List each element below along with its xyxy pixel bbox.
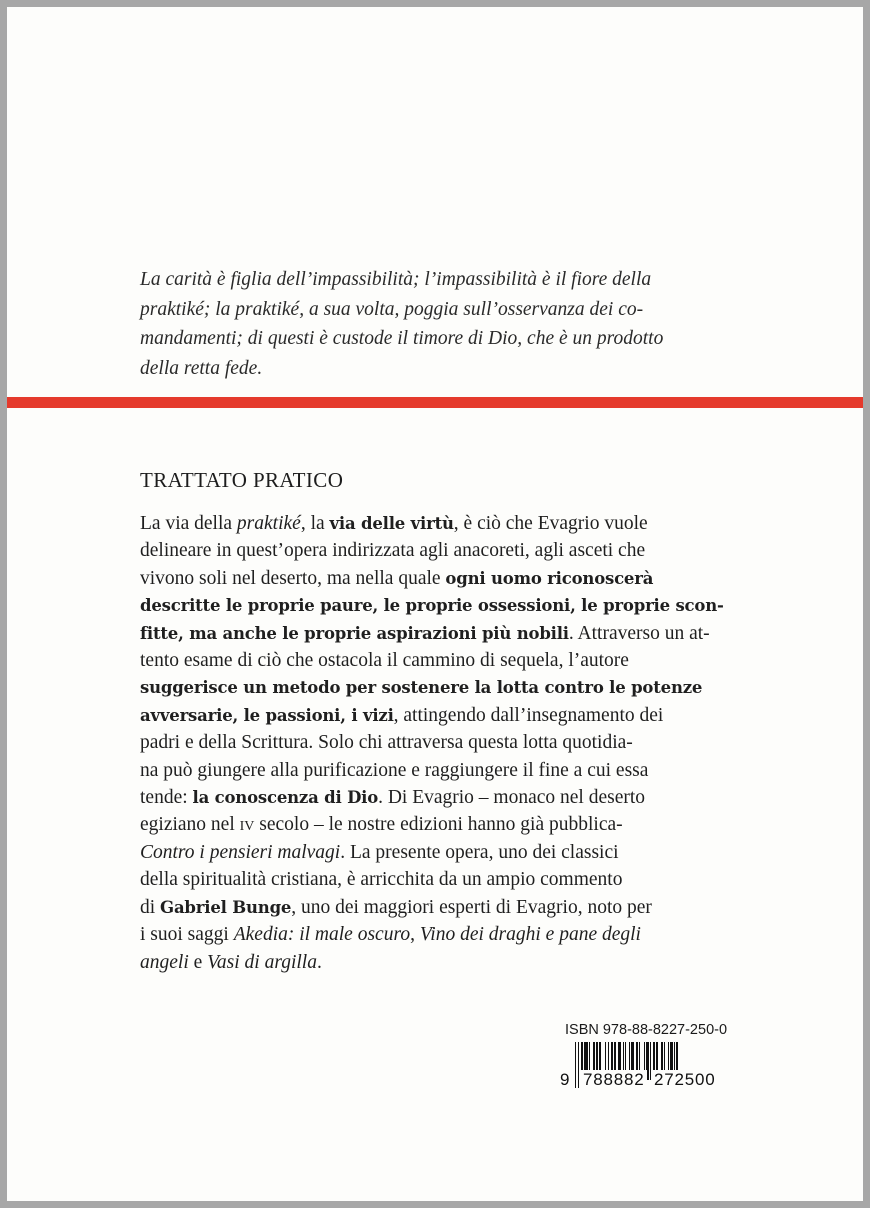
barcode-bar <box>578 1042 579 1088</box>
text-line <box>140 784 740 811</box>
text-line: padri e della Scrittura. Solo chi attraversa questa lotta quotidia- <box>140 732 633 754</box>
text-run: vivono soli nel deserto, ma nella quale <box>140 567 446 589</box>
text-run: , <box>410 924 420 946</box>
italic-run: Contro i pensieri malvagi <box>140 841 341 863</box>
text-line <box>140 702 740 729</box>
barcode-first-digit: 9 <box>560 1070 570 1089</box>
text-run: di <box>140 896 161 918</box>
barcode-digit-group: 788882 <box>583 1070 645 1089</box>
description-text <box>140 510 740 976</box>
italic-run: praktiké <box>236 513 301 534</box>
bold-run: suggerisce un metodo per sostenere la lotta contro le potenze <box>140 678 703 698</box>
section-title: TRATTATO PRATICO <box>140 468 344 492</box>
text-run: e <box>188 951 208 973</box>
text-run: tende: <box>140 787 193 809</box>
quote-line: della retta fede. <box>140 357 263 379</box>
text-line <box>140 894 740 921</box>
text-run: , è ciò che Evagrio vuole <box>453 513 648 534</box>
text-run: , uno dei maggiori esperti di Evagrio, noto per <box>291 896 652 918</box>
text-line <box>140 620 740 647</box>
text-line <box>140 839 740 866</box>
quote-line: praktiké; la praktiké, a sua volta, poggia sull’osservanza dei co- <box>140 298 644 320</box>
text-line <box>140 674 740 701</box>
text-line: na può giungere alla purificazione e raggiungere il fine a cui essa <box>140 759 649 781</box>
text-run: , la <box>300 513 330 534</box>
quote-line: mandamenti; di questi è custode il timore di Dio, che è un prodotto <box>140 328 664 349</box>
text-line <box>140 592 740 619</box>
text-line <box>140 565 740 592</box>
quote-line: La carità è figlia dell’impassibilità; l’impassibilità è il fiore della <box>140 269 652 290</box>
epigraph-quote <box>140 265 740 383</box>
bold-run: ogni uomo riconoscerà <box>445 568 654 588</box>
text-run: i suoi saggi <box>140 924 234 946</box>
bold-run: descritte le proprie paure, le proprie ossessioni, le proprie scon- <box>140 596 724 616</box>
text-line: delineare in quest’opera indirizzata agli anacoreti, agli asceti che <box>140 540 646 562</box>
text-run: egiziano nel <box>140 814 240 836</box>
bold-run: la conoscenza di Dio <box>192 788 379 808</box>
text-line <box>140 811 740 838</box>
italic-run: angeli <box>140 951 189 973</box>
barcode-bar <box>575 1042 576 1088</box>
italic-run: Vino dei draghi e pane degli <box>419 924 641 946</box>
roman-numeral: iv <box>239 814 255 836</box>
text-line: tento esame di ciò che ostacola il cammino di sequela, l’autore <box>140 650 629 672</box>
text-line <box>140 510 740 537</box>
barcode-digit-group: 272500 <box>654 1070 716 1089</box>
text-line <box>140 949 740 976</box>
bold-run: via delle virtù <box>329 514 454 533</box>
italic-run: Akedia: il male oscuro <box>233 924 411 946</box>
text-run: . <box>316 951 322 973</box>
text-run: . La presente opera, uno dei classici <box>340 841 619 863</box>
text-line: della spiritualità cristiana, è arricchita da un ampio commento <box>140 869 623 891</box>
text-run: . Di Evagrio – monaco nel deserto <box>378 787 646 809</box>
bold-run: fitte, ma anche le proprie aspirazioni più nobili <box>140 623 569 643</box>
text-run: , attingendo dall’insegnamento dei <box>393 704 664 726</box>
red-divider-band <box>7 397 863 408</box>
bold-run: Gabriel Bunge <box>160 897 292 917</box>
text-line <box>140 921 740 948</box>
bold-run: avversarie, le passioni, i vizi <box>140 705 394 725</box>
barcode-bar <box>646 1042 649 1080</box>
text-run: secolo – le nostre edizioni hanno già pubblica- <box>254 814 623 836</box>
italic-run: Vasi di argilla <box>207 951 317 973</box>
text-run: . Attraverso un at- <box>568 622 710 644</box>
isbn-label: ISBN 978-88-8227-250-0 <box>565 1022 728 1038</box>
text-run: La via della <box>140 513 237 534</box>
